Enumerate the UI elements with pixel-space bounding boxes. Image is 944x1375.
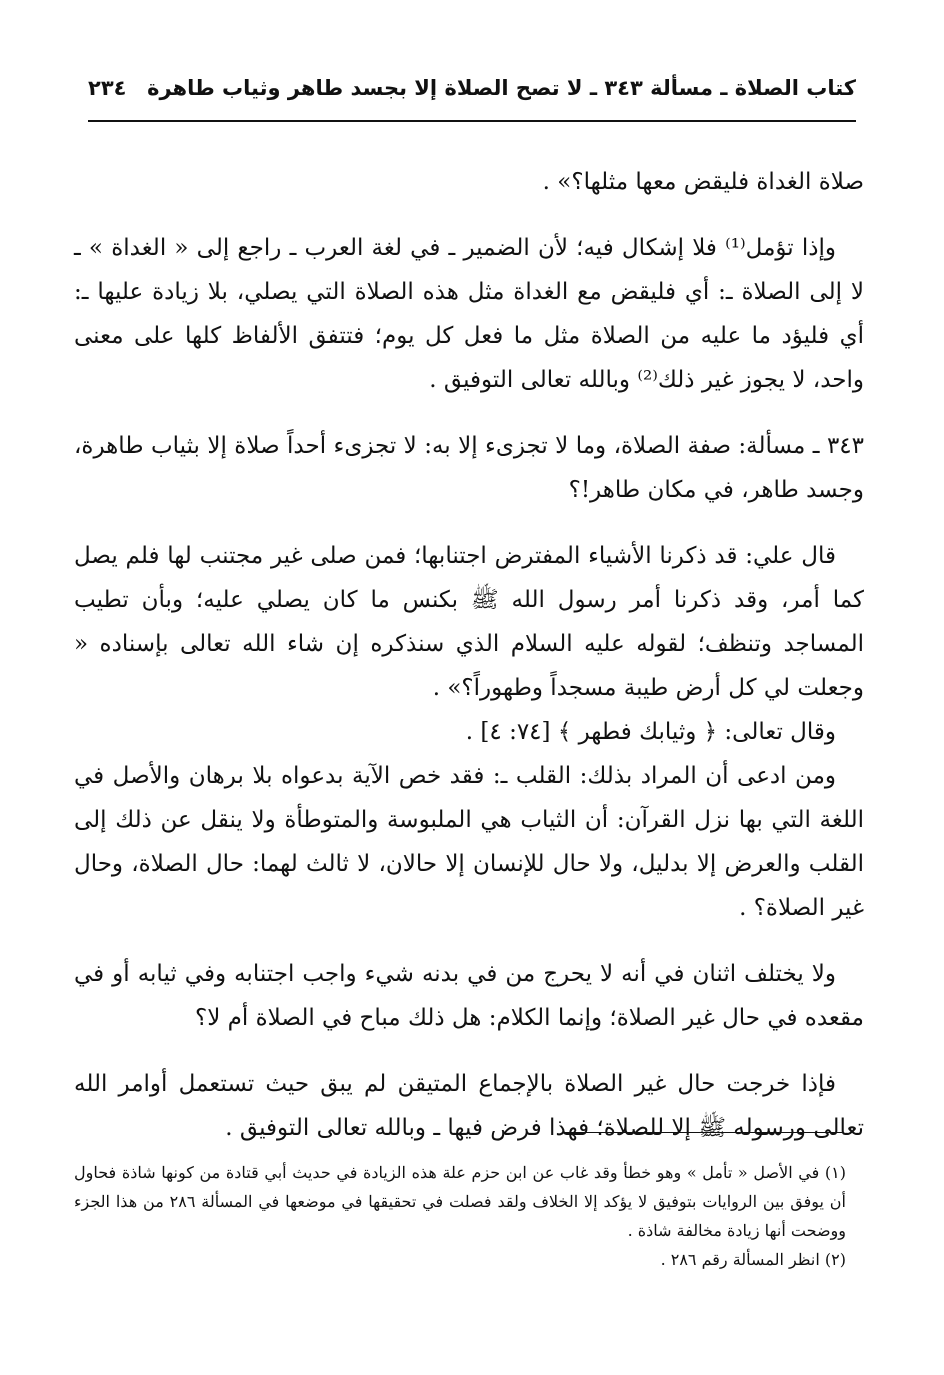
paragraph-ali-statement: قال علي: قد ذكرنا الأشياء المفترض اجتنابها؛ فمن صلى غير مجتنب لها فلم يصل كما أمر، وقد ذكرنا أمر رسول الله ﷺ بكنس ما كان يصلي عليه؛ وبأن تطيب المساجد وتنظف؛ لقوله عليه السلام الذي سنذكره إن شاء الله تعالى بإسناده « وجعلت لي كل أرض طيبة مسجداً وطهوراً؟» . [74, 543, 864, 701]
paragraph-quran-verse: وقال تعالى: ﴿ وثيابك فطهر ﴾ [٧٤: ٤] . [465, 719, 836, 745]
header-title: كتاب الصلاة ـ مسألة ٣٤٣ ـ لا تصح الصلاة إلا بجسد طاهر وثياب طاهرة [147, 76, 856, 100]
paragraph-claim-rebuttal: ومن ادعى أن المراد بذلك: القلب ـ: فقد خص الآية بدعواه بلا برهان والأصل في اللغة التي بها نزل القرآن: أن الثياب هي الملبوسة والمتوطأة ولا ينقل عن ذلك إلى القلب والعرض إلا بدليل، ولا حال للإنسان إلا حالان، لا ثالث لهما: حال الصلاة، وحال غير الصلاة؟ . [74, 763, 864, 921]
paragraph-explanation: وإذا تؤمل⁽¹⁾ فلا إشكال فيه؛ لأن الضمير ـ في لغة العرب ـ راجع إلى « الغداة » ـ لا إلى الصلاة ـ: أي فليقض مع الغداة مثل هذه الصلاة التي يصلي، بلا زيادة عليها ـ: أي فليؤد ما عليه من الصلاة مثل ما فعل كل يوم؛ فتتفق الألفاظ كلها على معنى واحد، لا يجوز غير ذلك⁽²⁾ وبالله تعالى التوفيق . [74, 235, 864, 393]
footnote-rule [563, 1132, 843, 1133]
footnote-2: (٢) انظر المسألة رقم ٢٨٦ . [660, 1250, 846, 1269]
paragraph-no-disagreement: ولا يختلف اثنان في أنه لا يحرج من في بدنه شيء واجب اجتنابه وفي ثيابه أو في مقعده في حال غير الصلاة؛ وإنما الكلام: هل ذلك مباح في الصلاة أم لا؟ [74, 961, 864, 1031]
page-number: ٢٣٤ [88, 76, 127, 100]
paragraph-conclusion: فإذا خرجت حال غير الصلاة بالإجماع المتيقن لم يبق حيث تستعمل أوامر الله تعالى ورسوله ﷺ إلا للصلاة؛ فهذا فرض فيها ـ وبالله تعالى التوفيق . [74, 1071, 864, 1141]
main-text [74, 160, 864, 1172]
header-rule [88, 120, 856, 122]
running-header [88, 70, 856, 110]
paragraph-issue-343: ٣٤٣ ـ مسألة: صفة الصلاة، وما لا تجزىء إلا به: لا تجزىء أحداً صلاة إلا بثياب طاهرة، وجسد طاهر، في مكان طاهر!؟ [74, 433, 864, 503]
footnote-1: (١) في الأصل « تأمل » وهو خطأ وقد غاب عن ابن حزم علة هذه الزيادة في حديث أبي قتادة من كونها شاذة فحاول أن يوفق بين الروايات بتوفيق لا يؤكد إلا الخلاف ولقد فصلت في تحقيقها في موضعها في المسألة ٢٨٦ من هذا الجزء ووضحت أنها زيادة مخالفة شاذة . [74, 1163, 846, 1240]
footnotes [74, 1158, 846, 1274]
paragraph-continuation: صلاة الغداة فليقض معها مثلها؟» . [542, 169, 864, 195]
